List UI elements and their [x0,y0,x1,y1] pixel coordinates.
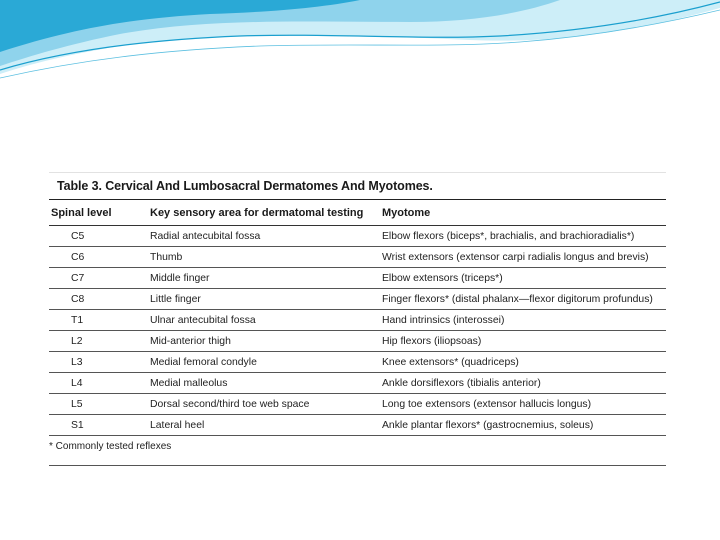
column-header-myotome: Myotome [382,206,431,219]
cell-spinal-level: C7 [71,272,85,284]
cell-sensory-area: Little finger [150,293,201,305]
column-header-sensory-area: Key sensory area for dermatomal testing [150,206,364,219]
table-row [49,268,666,289]
cell-sensory-area: Medial malleolus [150,377,228,389]
cell-spinal-level: L2 [71,335,83,347]
table-row [49,310,666,331]
table-title: Table 3. Cervical And Lumbosacral Dermatomes And Myotomes. [49,173,666,200]
cell-myotome: Hip flexors (iliopsoas) [382,335,482,347]
cell-sensory-area: Radial antecubital fossa [150,230,261,242]
cell-myotome: Ankle plantar flexors* (gastrocnemius, soleus) [382,419,594,431]
cell-spinal-level: L5 [71,398,83,410]
cell-sensory-area: Middle finger [150,272,210,284]
cell-myotome: Knee extensors* (quadriceps) [382,356,519,368]
cell-myotome: Finger flexors* (distal phalanx—flexor digitorum profundus) [382,293,653,305]
table-row [49,331,666,352]
header-swoosh-decoration [0,0,720,90]
cell-myotome: Elbow extensors (triceps*) [382,272,503,284]
cell-sensory-area: Medial femoral condyle [150,356,257,368]
table-footnote: * Commonly tested reflexes [49,436,666,466]
cell-myotome: Elbow flexors (biceps*, brachialis, and brachioradialis*) [382,230,635,242]
table-row [49,394,666,415]
table-row [49,226,666,247]
column-header-spinal-level: Spinal level [51,206,112,219]
cell-sensory-area: Dorsal second/third toe web space [150,398,310,410]
table-row [49,289,666,310]
cell-sensory-area: Ulnar antecubital fossa [150,314,256,326]
cell-sensory-area: Mid-anterior thigh [150,335,231,347]
cell-spinal-level: L4 [71,377,83,389]
cell-myotome: Ankle dorsiflexors (tibialis anterior) [382,377,541,389]
cell-sensory-area: Thumb [150,251,183,263]
table-row [49,247,666,268]
cell-spinal-level: C8 [71,293,85,305]
dermatomes-myotomes-table [49,172,666,466]
cell-spinal-level: T1 [71,314,84,326]
cell-spinal-level: L3 [71,356,83,368]
table-row [49,373,666,394]
table-row [49,415,666,436]
cell-myotome: Wrist extensors (extensor carpi radialis longus and brevis) [382,251,649,263]
table-row [49,352,666,373]
cell-sensory-area: Lateral heel [150,419,205,431]
cell-spinal-level: S1 [71,419,84,431]
table-header-row [49,200,666,226]
cell-spinal-level: C5 [71,230,85,242]
cell-myotome: Hand intrinsics (interossei) [382,314,505,326]
cell-spinal-level: C6 [71,251,85,263]
cell-myotome: Long toe extensors (extensor hallucis longus) [382,398,592,410]
